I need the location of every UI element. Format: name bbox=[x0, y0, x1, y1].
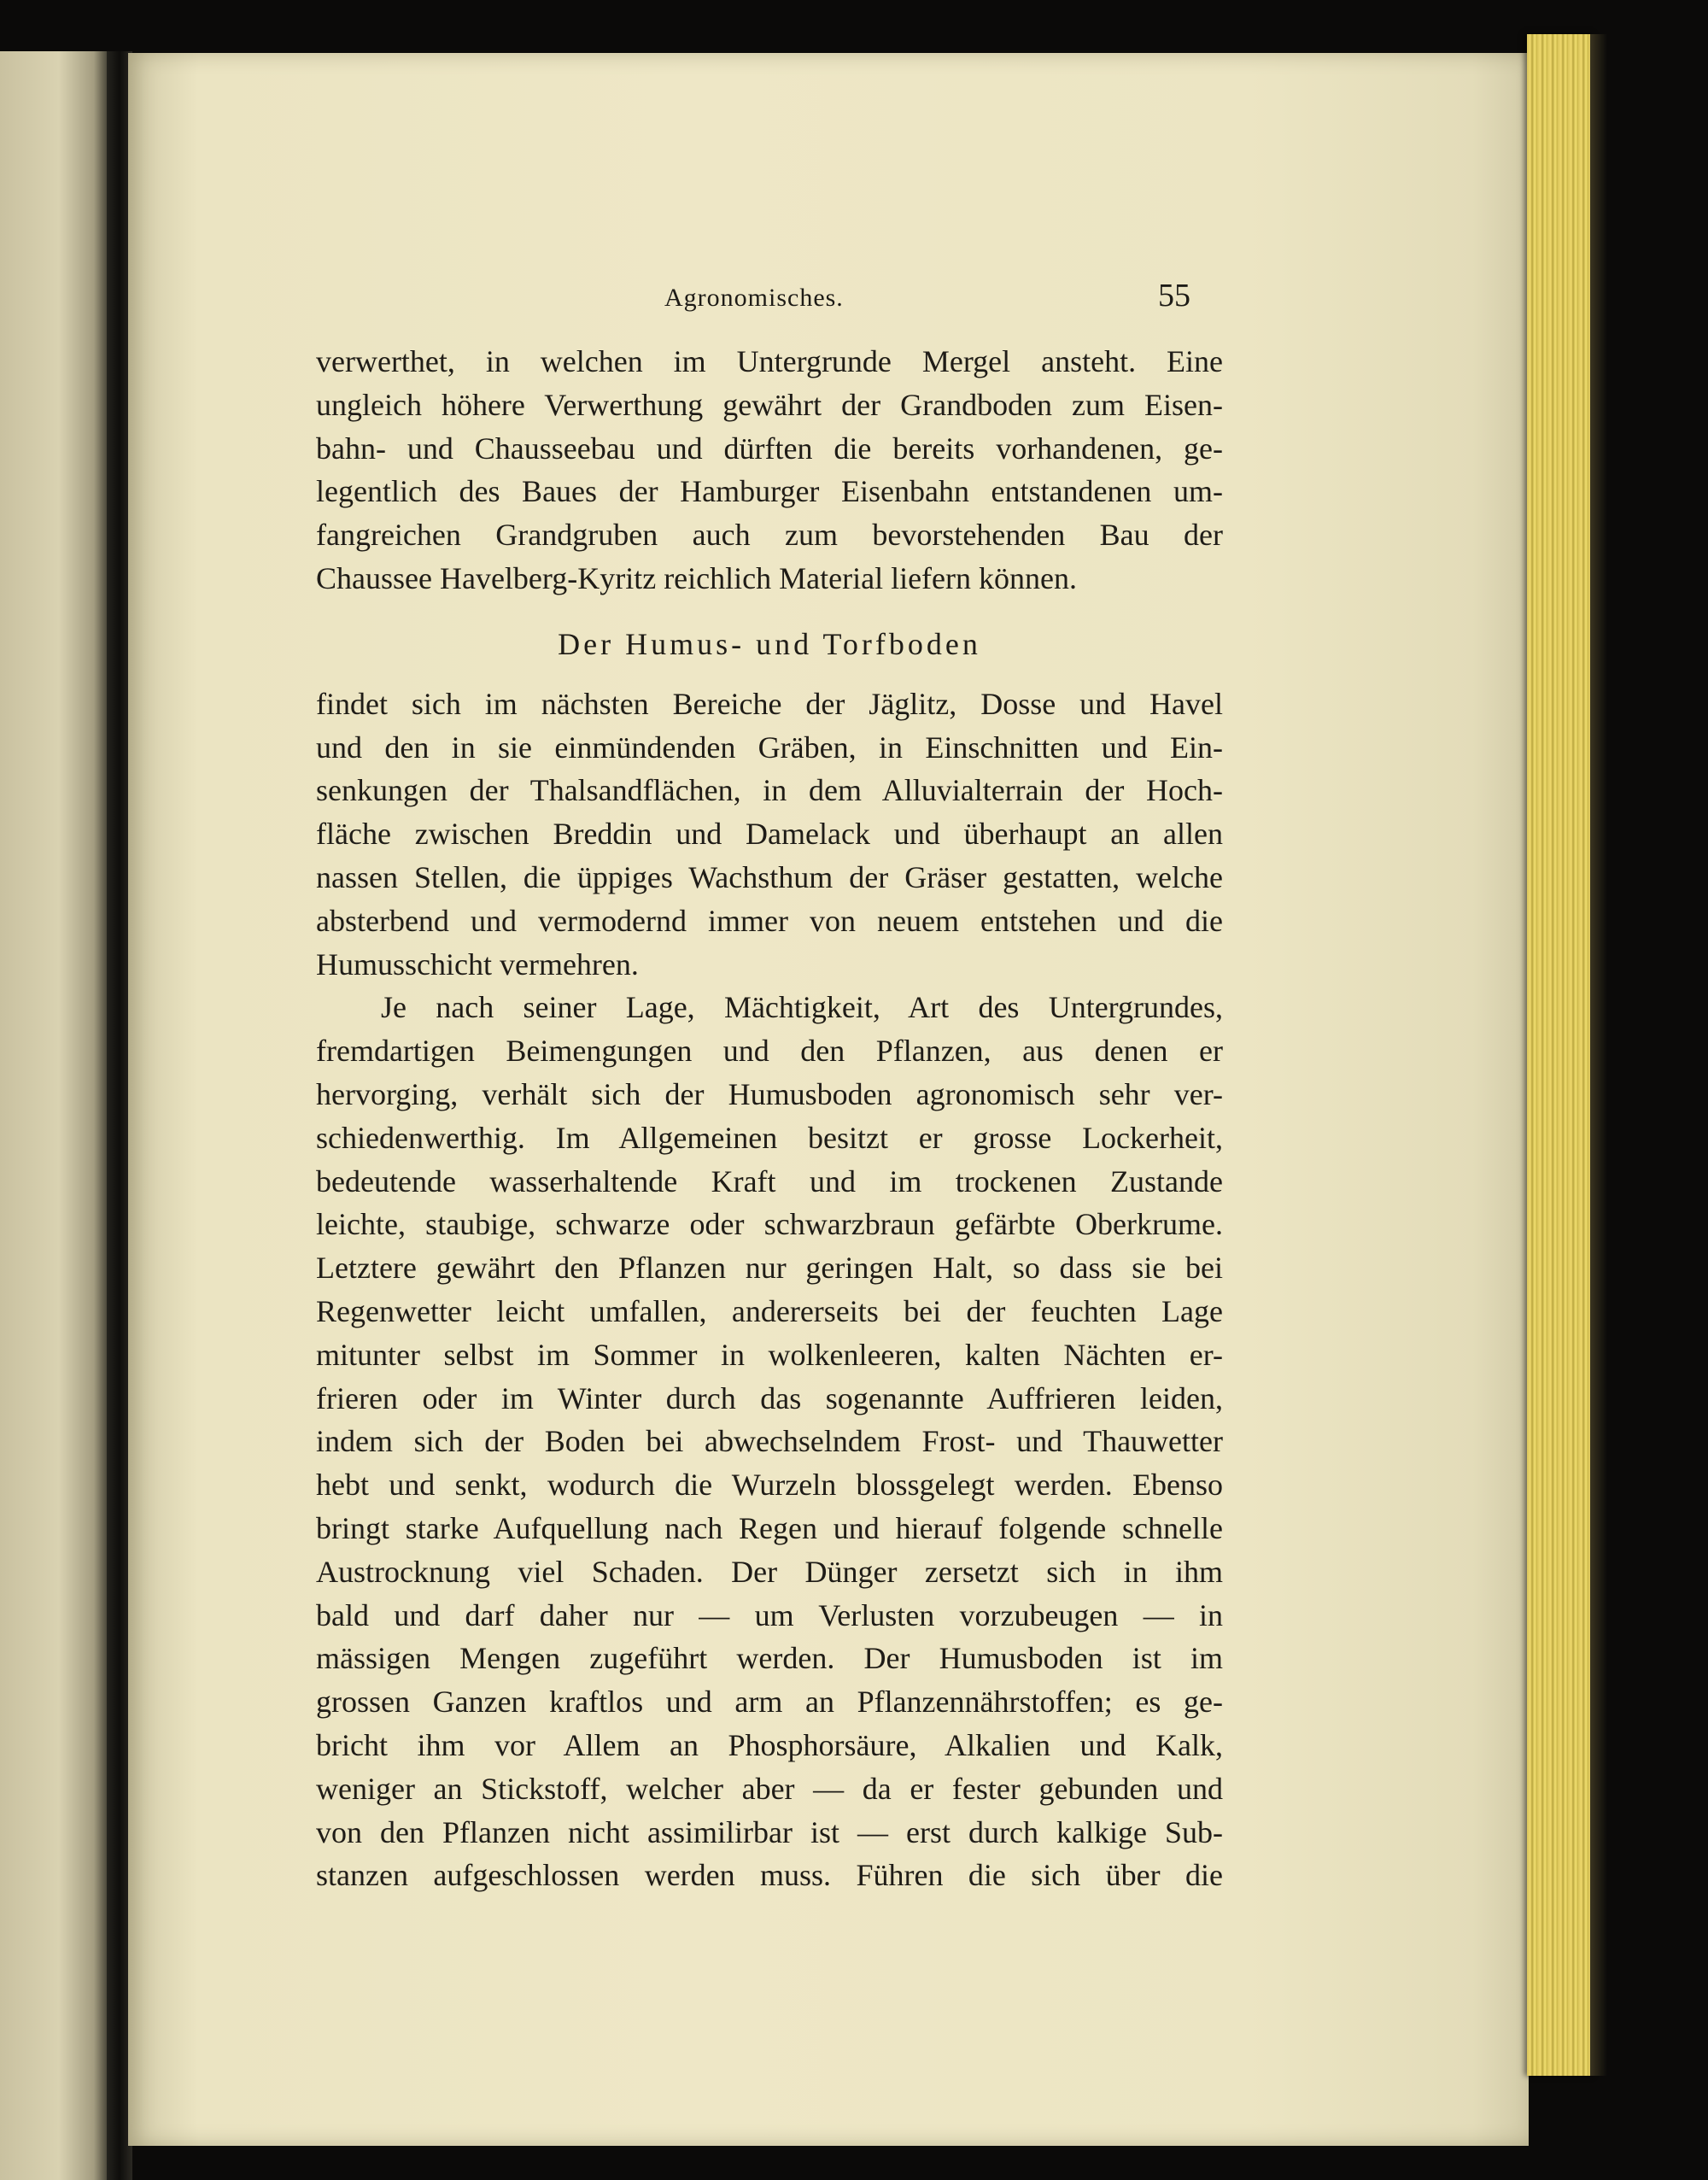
text-line: bricht ihm vor Allem an Phosphorsäure, Alkalien und Kalk, bbox=[316, 1727, 1223, 1762]
running-head: Agronomisches. bbox=[664, 284, 844, 312]
text-line: Regenwetter leicht umfallen, andererseits bei der feuchten Lage bbox=[316, 1293, 1223, 1328]
text-line: ungleich höhere Verwerthung gewährt der Grandboden zum Eisen- bbox=[316, 387, 1223, 422]
text-line: weniger an Stickstoff, welcher aber — da er fester gebunden und bbox=[316, 1771, 1223, 1806]
text-line: frieren oder im Winter durch das sogenannte Auffrieren leiden, bbox=[316, 1380, 1223, 1415]
text-line: hervorging, verhält sich der Humusboden agronomisch sehr ver- bbox=[316, 1076, 1223, 1111]
page-edges bbox=[1527, 34, 1595, 2076]
paragraph-1 bbox=[316, 340, 1223, 601]
text-line: mässigen Mengen zugeführt werden. Der Humusboden ist im bbox=[316, 1641, 1223, 1676]
page-number: 55 bbox=[1158, 278, 1190, 314]
text-line: Austrocknung viel Schaden. Der Dünger zersetzt sich in ihm bbox=[316, 1554, 1223, 1589]
section-heading: Der Humus- und Torfboden bbox=[558, 626, 981, 661]
text-line: bedeutende wasserhaltende Kraft und im trockenen Zustande bbox=[316, 1163, 1223, 1198]
text-line: mitunter selbst im Sommer in wolkenleeren, kalten Nächten er- bbox=[316, 1337, 1223, 1372]
text-line: indem sich der Boden bei abwechselndem Frost- und Thauwetter bbox=[316, 1424, 1223, 1459]
text-line: absterbend und vermodernd immer von neuem entstehen und die bbox=[316, 903, 1223, 938]
text-line: bald und darf daher nur — um Verlusten vorzubeugen — in bbox=[316, 1597, 1223, 1632]
paragraph-3 bbox=[316, 986, 1223, 1897]
page-header bbox=[316, 278, 1204, 326]
text-line: senkungen der Thalsandflächen, in dem Alluvialterrain der Hoch- bbox=[316, 773, 1223, 808]
text-line: grossen Ganzen kraftlos und arm an Pflanzennährstoffen; es ge- bbox=[316, 1685, 1223, 1720]
text-line: hebt und senkt, wodurch die Wurzeln blossgelegt werden. Ebenso bbox=[316, 1468, 1223, 1503]
text-line: stanzen aufgeschlossen werden muss. Führen die sich über die bbox=[316, 1858, 1223, 1893]
text-line: Chaussee Havelberg-Kyritz reichlich Material liefern können. bbox=[316, 560, 1077, 595]
previous-page-edge bbox=[0, 51, 107, 2180]
text-line: nassen Stellen, die üppiges Wachsthum der Gräser gestatten, welche bbox=[316, 859, 1223, 894]
text-line: legentlich des Baues der Hamburger Eisenbahn entstandenen um- bbox=[316, 474, 1223, 509]
text-line: und den in sie einmündenden Gräben, in Einschnitten und Ein- bbox=[316, 730, 1223, 765]
text-line: schiedenwerthig. Im Allgemeinen besitzt er grosse Lockerheit, bbox=[316, 1120, 1223, 1155]
paragraph-2 bbox=[316, 683, 1223, 987]
text-line: leichte, staubige, schwarze oder schwarzbraun gefärbte Oberkrume. bbox=[316, 1207, 1223, 1242]
text-line: fläche zwischen Breddin und Damelack und überhaupt an allen bbox=[316, 817, 1223, 852]
text-line: Humusschicht vermehren. bbox=[316, 946, 639, 982]
text-line: Letztere gewährt den Pflanzen nur geringen Halt, so dass sie bei bbox=[316, 1251, 1223, 1286]
text-line: findet sich im nächsten Bereiche der Jäglitz, Dosse und Havel bbox=[316, 686, 1223, 721]
text-line: Je nach seiner Lage, Mächtigkeit, Art des Untergrundes, bbox=[381, 990, 1223, 1025]
text-line: von den Pflanzen nicht assimilirbar ist — erst durch kalkige Sub- bbox=[316, 1814, 1223, 1849]
text-line: fangreichen Grandgruben auch zum bevorstehenden Bau der bbox=[316, 518, 1223, 553]
text-line: bringt starke Aufquellung nach Regen und hierauf folgende schnelle bbox=[316, 1510, 1223, 1545]
text-line: bahn- und Chausseebau und dürften die bereits vorhandenen, ge- bbox=[316, 431, 1223, 466]
text-line: verwerthet, in welchen im Untergrunde Mergel ansteht. Eine bbox=[316, 344, 1223, 378]
body-text bbox=[316, 340, 1223, 1897]
text-line: fremdartigen Beimengungen und den Pflanzen, aus denen er bbox=[316, 1034, 1223, 1069]
page-edge-shadow bbox=[1590, 34, 1607, 2076]
